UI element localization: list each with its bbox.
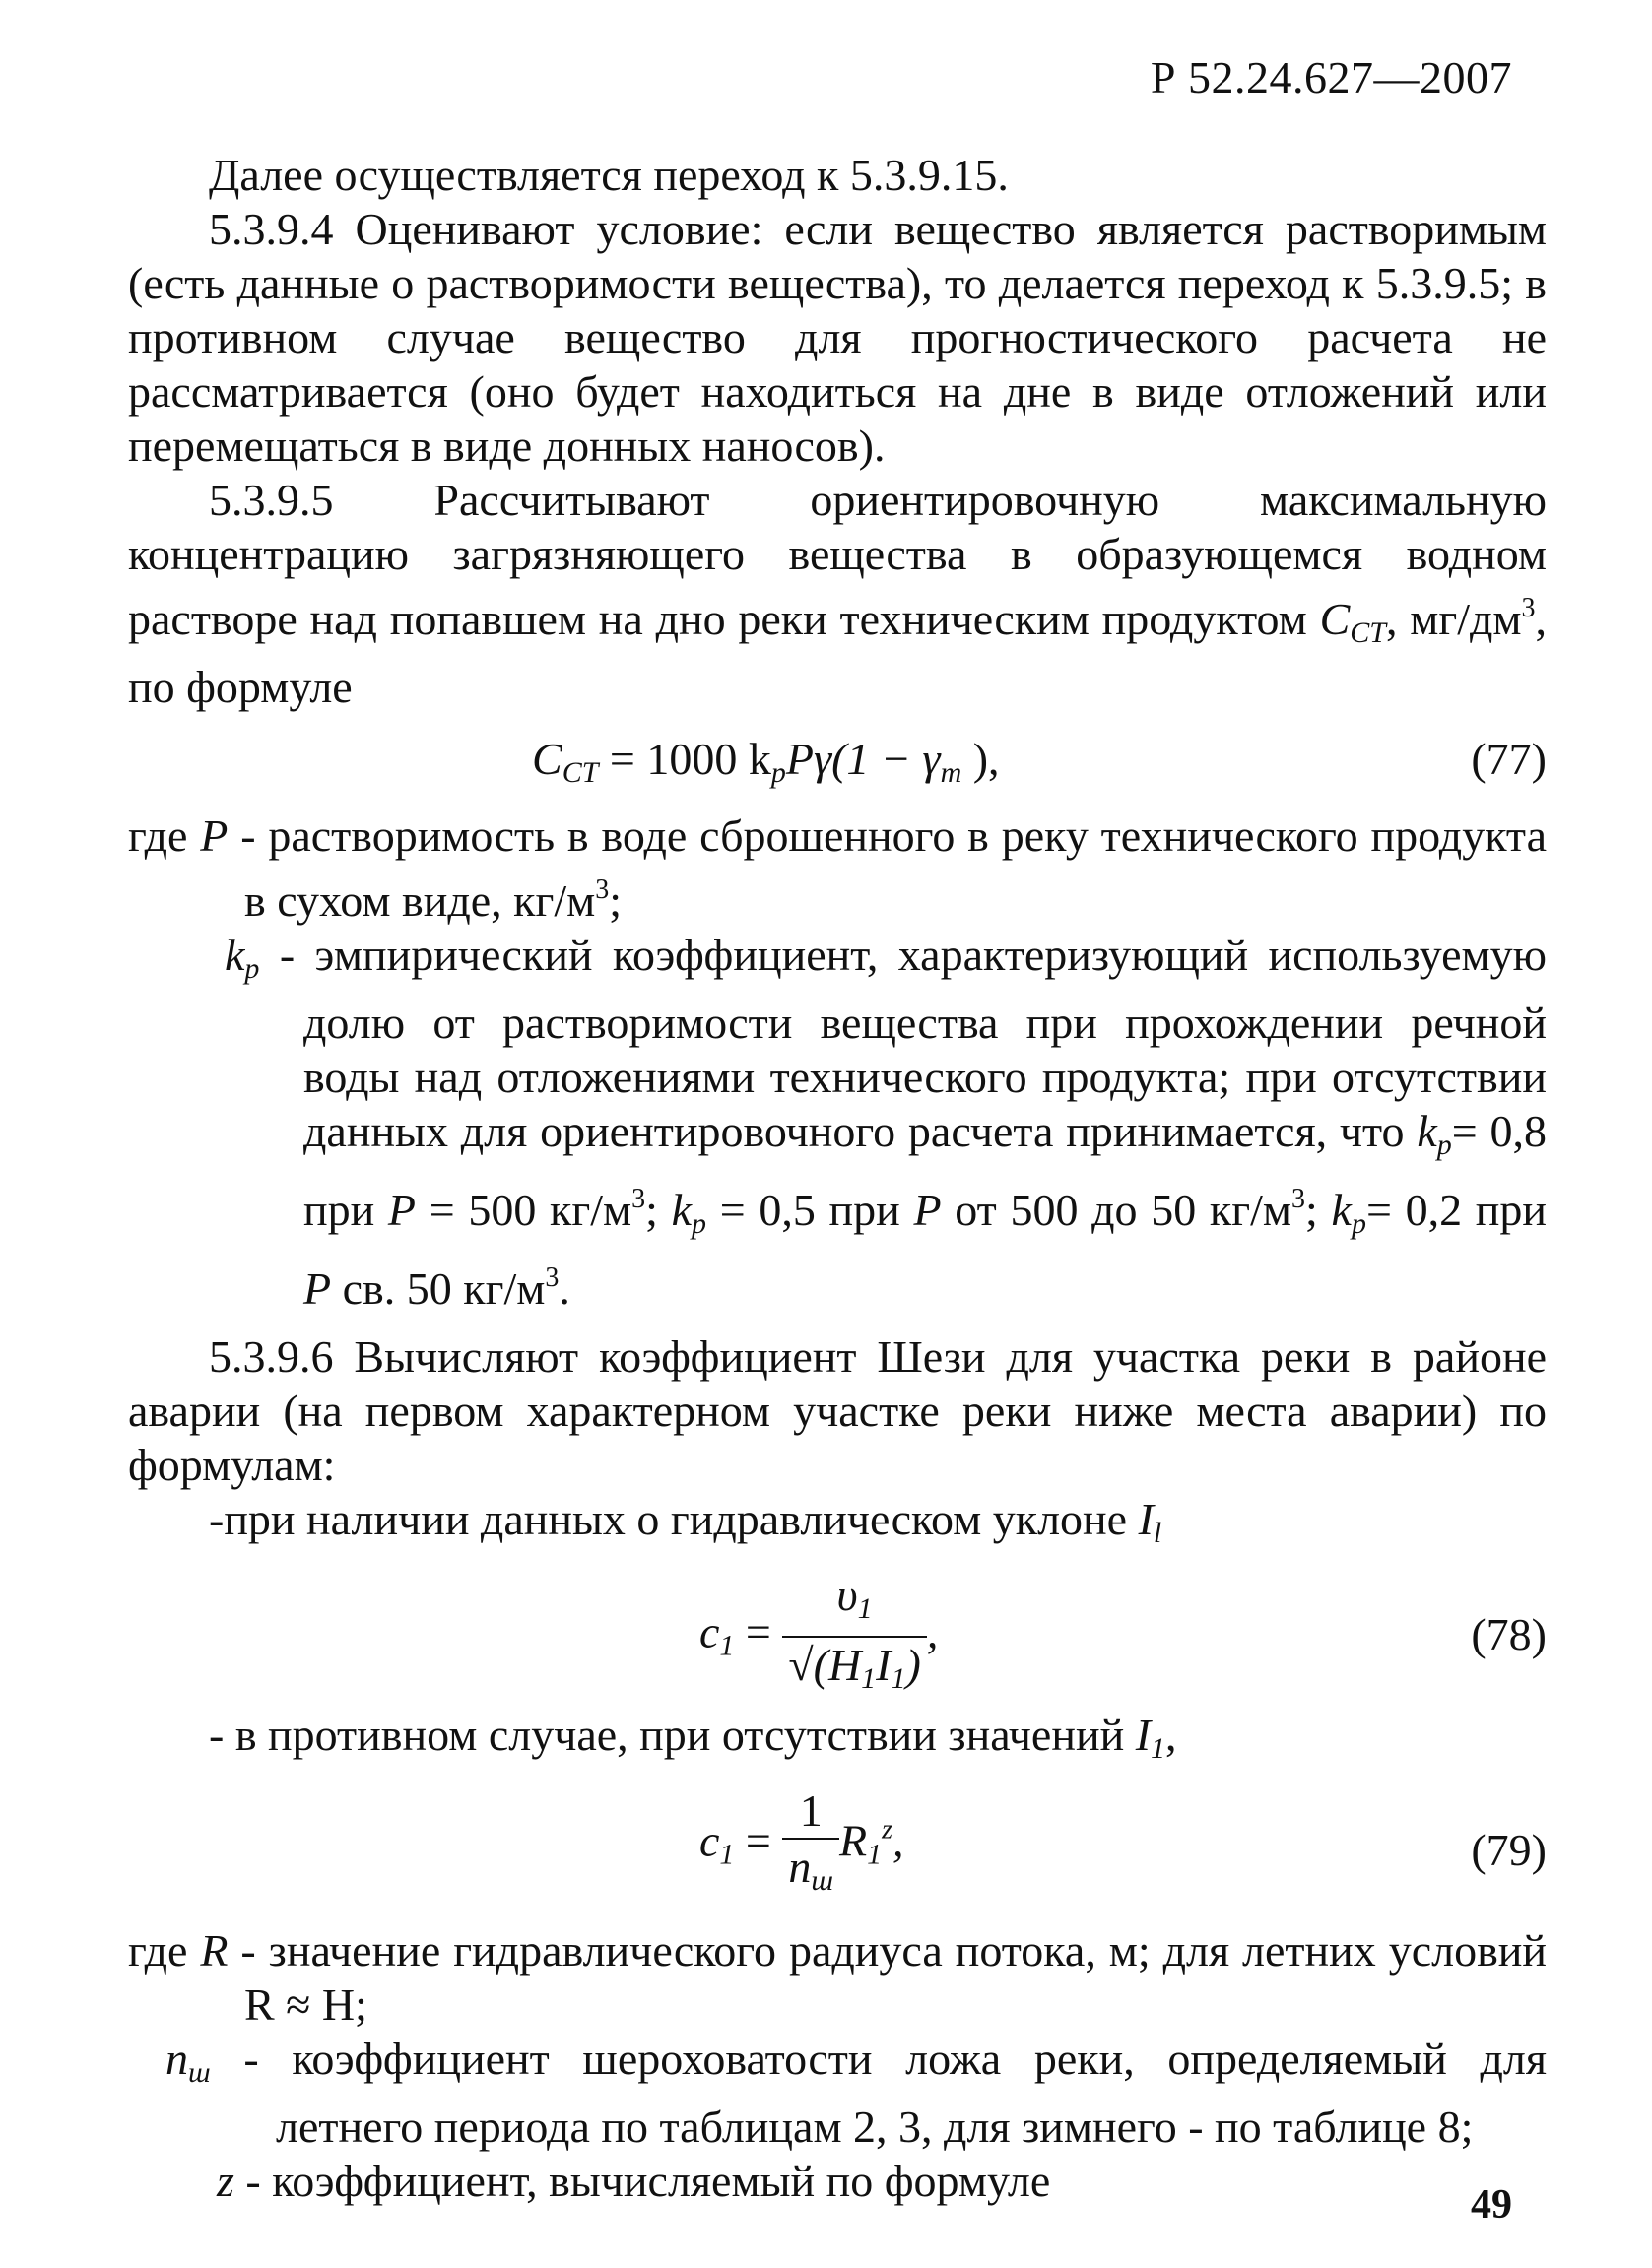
- otherwise-var: I: [1135, 1710, 1152, 1760]
- otherwise-tail: ,: [1165, 1710, 1177, 1760]
- f79-den-sub: ш: [811, 1864, 834, 1897]
- f79-rhs-sup: z: [882, 1814, 893, 1846]
- kp-cond2-P: P: [913, 1185, 942, 1235]
- f77-rhs-sub2: m: [940, 756, 962, 789]
- f78-den-sub1: 1: [861, 1662, 877, 1695]
- unit-mg-dm: , мг/дм: [1385, 594, 1522, 644]
- kp-sep-1: ;: [645, 1185, 658, 1235]
- def-P-sup: 3: [595, 875, 610, 905]
- slope-var-sub: l: [1153, 1517, 1162, 1549]
- formula-78-number: (78): [1471, 1609, 1547, 1659]
- f78-denominator: [782, 1636, 926, 1706]
- paragraph-with-slope: [128, 1492, 1547, 1560]
- kp-cond3-sub: p: [1351, 1207, 1366, 1240]
- formula-77-number: (77): [1471, 734, 1547, 784]
- f77-lhs-sub: CT: [562, 756, 599, 789]
- kp-cond2-var: k: [671, 1185, 693, 1235]
- def-n-text: - коэффициент шероховатости ложа реки, определяемый для летнего периода по таблицам 2, 3, для зимнего - по таблице 8;: [243, 2034, 1548, 2152]
- definitions-79: [128, 1923, 1547, 2208]
- paragraph-tail: , по формуле: [128, 594, 1547, 712]
- formula-77-expression: [532, 732, 1000, 800]
- def-kp-term: [225, 930, 260, 985]
- f79-numerator: 1: [799, 1785, 823, 1836]
- def-P-term: P: [200, 810, 229, 861]
- def-P-end: ;: [609, 875, 623, 926]
- definitions-77: [128, 809, 1547, 1316]
- paragraph-with-slope-text: -при наличии данных о гидравлическом уклоне: [209, 1494, 1128, 1544]
- f78-lhs-sub: 1: [719, 1629, 735, 1662]
- f77-rhs-tail: Pγ(1 − γ: [785, 734, 941, 784]
- kp-cond1-var: k: [1417, 1106, 1437, 1156]
- def-kp: [225, 928, 1547, 1316]
- f78-num-var: υ: [836, 1570, 858, 1620]
- kp-end: .: [559, 1264, 570, 1314]
- f79-tail: ,: [892, 1815, 904, 1866]
- def-n: [165, 2032, 1548, 2154]
- otherwise-var-sub: 1: [1151, 1732, 1166, 1765]
- formula-78-expression: [699, 1568, 938, 1706]
- f79-lhs-sub: 1: [719, 1838, 735, 1871]
- def-kp-text: - эмпирический коэффициент, характеризующий используемую долю от растворимости вещества при прохождении речной воды над отложениями технического продукта; при отсутствии данных для ориентировочного расчета принимается, что: [279, 930, 1547, 1156]
- paragraph-5-3-9-5: [128, 473, 1547, 714]
- def-z: [217, 2154, 1547, 2208]
- kp-cond3-val: св. 50 кг/м: [342, 1264, 546, 1314]
- kp-cond3-var: k: [1331, 1185, 1352, 1235]
- def-z-text: - коэффициент, вычисляемый по формуле: [245, 2156, 1051, 2206]
- f77-rhs-sub: p: [770, 756, 786, 789]
- kp-cond1-sup: 3: [631, 1184, 646, 1214]
- f77-rhs: = 1000 k: [609, 734, 771, 784]
- f77-lhs: C: [532, 734, 562, 784]
- f78-fraction: [782, 1568, 926, 1706]
- paragraph-5-3-9-5-text: 5.3.9.5 Рассчитывают ориентировочную максимальную концентрацию загрязняющего вещества в образующемся водном растворе над попавшем на дно реки техническим продуктом: [128, 475, 1547, 644]
- f79-denominator: [782, 1838, 839, 1908]
- kp-cond3-P: P: [303, 1264, 332, 1314]
- formula-79-expression: [699, 1783, 904, 1908]
- def-R-term: R: [200, 1925, 229, 1976]
- paragraph-otherwise: [128, 1708, 1547, 1776]
- def-kp-term-sub: p: [244, 952, 260, 985]
- f78-den-mid: I: [876, 1640, 892, 1690]
- f77-rhs-end: ),: [961, 734, 1000, 784]
- kp-cond1-sub: p: [1436, 1129, 1452, 1161]
- formula-79: [128, 1776, 1547, 1923]
- formula-77: [128, 714, 1547, 809]
- kp-cond1-val: = 500 кг/м: [429, 1185, 632, 1235]
- page-number: 49: [1471, 2182, 1512, 2228]
- kp-cond2-val: от 500 до 50 кг/м: [955, 1185, 1292, 1235]
- kp-cond1-text: = 0,8 при: [303, 1106, 1547, 1235]
- f78-tail: ,: [926, 1606, 939, 1657]
- paragraph-5-3-9-6: 5.3.9.6 Вычисляют коэффициент Шези для участка реки в районе аварии (на первом характерном участке реки ниже места аварии) по формулам:: [128, 1331, 1547, 1490]
- paragraph-otherwise-text: - в противном случае, при отсутствии значений: [209, 1710, 1125, 1760]
- def-R: [128, 1923, 1548, 2032]
- kp-cond1-P: P: [387, 1185, 417, 1235]
- var-c-st-base: C: [1319, 594, 1351, 644]
- def-R-text: - значение гидравлического радиуса потока, м; для летних условий R ≈ H;: [240, 1925, 1548, 2030]
- paragraph-5-3-9-4: 5.3.9.4 Оценивают условие: если вещество является растворимым (есть данные о растворимости вещества), то делается переход к 5.3.9.5; в противном случае вещество для прогностического расчета не рассматривается (оно будет находиться на дне в виде отложений или перемещаться в виде донных наносов).: [128, 204, 1547, 471]
- kp-sep-2: ;: [1305, 1185, 1318, 1235]
- def-kp-term-base: k: [225, 930, 245, 980]
- kp-cond3-text: = 0,2 при: [1365, 1185, 1547, 1235]
- f79-den-var: n: [788, 1842, 812, 1892]
- f78-eq: =: [745, 1606, 771, 1657]
- slope-var: I: [1138, 1494, 1154, 1544]
- f79-rhs: R: [839, 1815, 868, 1866]
- f78-den-end: ): [905, 1640, 921, 1690]
- formula-78: [128, 1560, 1547, 1708]
- var-c-st-sub: СТ: [1350, 616, 1386, 649]
- f78-den: √(H: [788, 1640, 862, 1690]
- kp-cond2-text: = 0,5 при: [719, 1185, 900, 1235]
- kp-cond2-sub: p: [692, 1207, 707, 1240]
- f79-eq: =: [745, 1815, 771, 1866]
- def-z-term: z: [217, 2156, 234, 2206]
- def-where-label: где: [128, 810, 188, 861]
- f78-num-sub: 1: [857, 1592, 873, 1625]
- def-P-text: - растворимость в воде сброшенного в реку технического продукта в сухом виде, кг/м: [240, 810, 1548, 926]
- def-P: [128, 809, 1548, 928]
- document-id-header: Р 52.24.627—2007: [1150, 52, 1512, 102]
- formula-79-number: (79): [1471, 1825, 1547, 1875]
- f78-den-sub2: 1: [891, 1662, 906, 1695]
- f79-rhs-sub: 1: [867, 1838, 883, 1871]
- def2-where-label: где: [128, 1925, 188, 1976]
- f79-lhs: c: [699, 1815, 720, 1866]
- var-c-st: [1319, 594, 1386, 649]
- def-n-sub: ш: [188, 2056, 211, 2089]
- kp-cond3-sup: 3: [545, 1263, 560, 1293]
- kp-cond2-sup: 3: [1291, 1184, 1306, 1214]
- f78-lhs: c: [699, 1606, 720, 1657]
- f78-numerator: [782, 1568, 926, 1636]
- unit-sup: 3: [1521, 593, 1536, 623]
- f79-fraction: [782, 1783, 839, 1908]
- paragraph-transition: Далее осуществляется переход к 5.3.9.15.: [209, 150, 1009, 200]
- page-body: [128, 148, 1547, 2208]
- def-n-term: n: [165, 2034, 188, 2084]
